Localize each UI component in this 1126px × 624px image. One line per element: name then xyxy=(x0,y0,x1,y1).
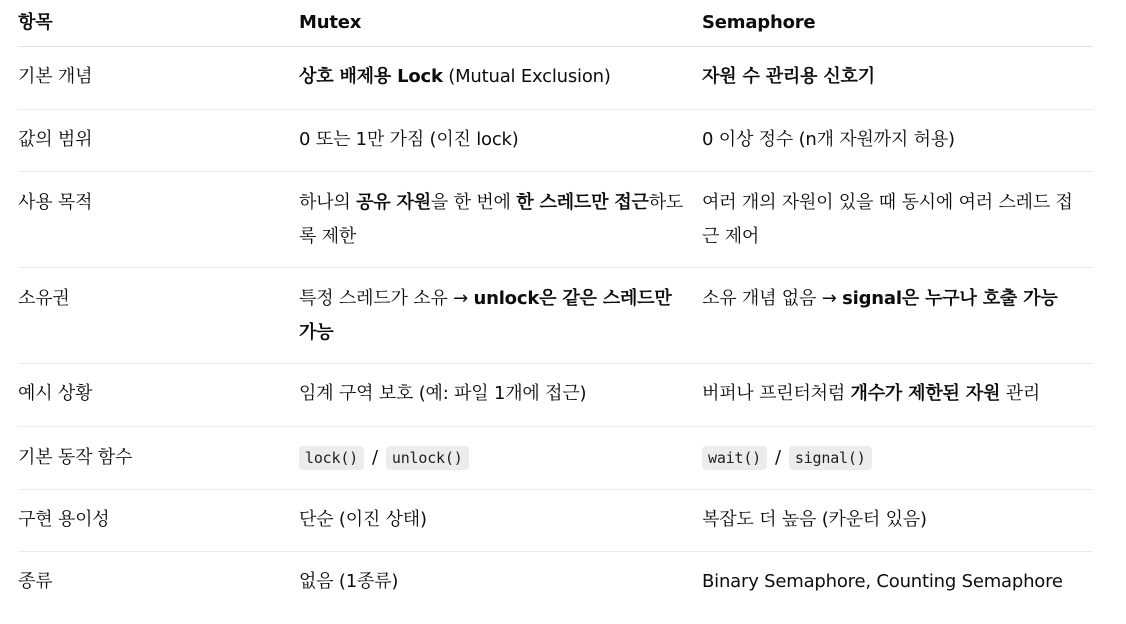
table-row xyxy=(18,110,1093,172)
mutex-cell: 특정 스레드가 소유 → unlock은 같은 스레드만 가능 xyxy=(299,288,672,343)
semaphore-cell: 복잡도 더 높음 (카운터 있음) xyxy=(702,509,927,530)
row-label: 값의 범위 xyxy=(18,129,93,150)
semaphore-cell: 자원 수 관리용 신호기 xyxy=(702,66,875,87)
header-mutex: Mutex xyxy=(299,12,362,33)
table-row xyxy=(18,268,1093,364)
semaphore-cell: 소유 개념 없음 → signal은 누구나 호출 가능 xyxy=(702,288,1058,309)
row-label: 소유권 xyxy=(18,288,70,309)
row-label: 기본 동작 함수 xyxy=(18,447,133,468)
header-semaphore: Semaphore xyxy=(702,12,816,33)
table-row xyxy=(18,172,1093,268)
code-unlock: unlock() xyxy=(386,446,469,470)
mutex-cell: 상호 배제용 Lock (Mutual Exclusion) xyxy=(299,66,611,87)
semaphore-cell: 버퍼나 프린터처럼 개수가 제한된 자원 관리 xyxy=(702,383,1041,404)
row-label: 기본 개념 xyxy=(18,66,93,87)
code-lock: lock() xyxy=(299,446,364,470)
table-row xyxy=(18,47,1093,110)
table-row xyxy=(18,552,1093,614)
row-label: 종류 xyxy=(18,571,53,592)
semaphore-cell xyxy=(702,441,1093,489)
mutex-cell: 임계 구역 보호 (예: 파일 1개에 접근) xyxy=(299,383,587,404)
semaphore-cell: 여러 개의 자원이 있을 때 동시에 여러 스레드 접근 제어 xyxy=(702,192,1073,247)
code-wait: wait() xyxy=(702,446,767,470)
mutex-cell: 0 또는 1만 가짐 (이진 lock) xyxy=(299,129,519,150)
table-row xyxy=(18,427,1093,490)
mutex-cell: 하나의 공유 자원을 한 번에 한 스레드만 접근하도록 제한 xyxy=(299,192,684,247)
header-item: 항목 xyxy=(18,12,53,33)
mutex-cell xyxy=(299,441,702,489)
semaphore-cell: 0 이상 정수 (n개 자원까지 허용) xyxy=(702,129,955,150)
row-label: 예시 상황 xyxy=(18,383,93,404)
code-signal: signal() xyxy=(789,446,872,470)
code-separator: / xyxy=(372,447,378,468)
row-label: 구현 용이성 xyxy=(18,509,110,530)
table-row xyxy=(18,364,1093,427)
table-row xyxy=(18,490,1093,552)
comparison-table xyxy=(18,0,1093,614)
mutex-cell: 단순 (이진 상태) xyxy=(299,509,427,530)
semaphore-cell: Binary Semaphore, Counting Semaphore xyxy=(702,571,1063,592)
code-separator: / xyxy=(775,447,781,468)
table-header-row xyxy=(18,0,1093,47)
mutex-cell: 없음 (1종류) xyxy=(299,571,399,592)
row-label: 사용 목적 xyxy=(18,192,93,213)
